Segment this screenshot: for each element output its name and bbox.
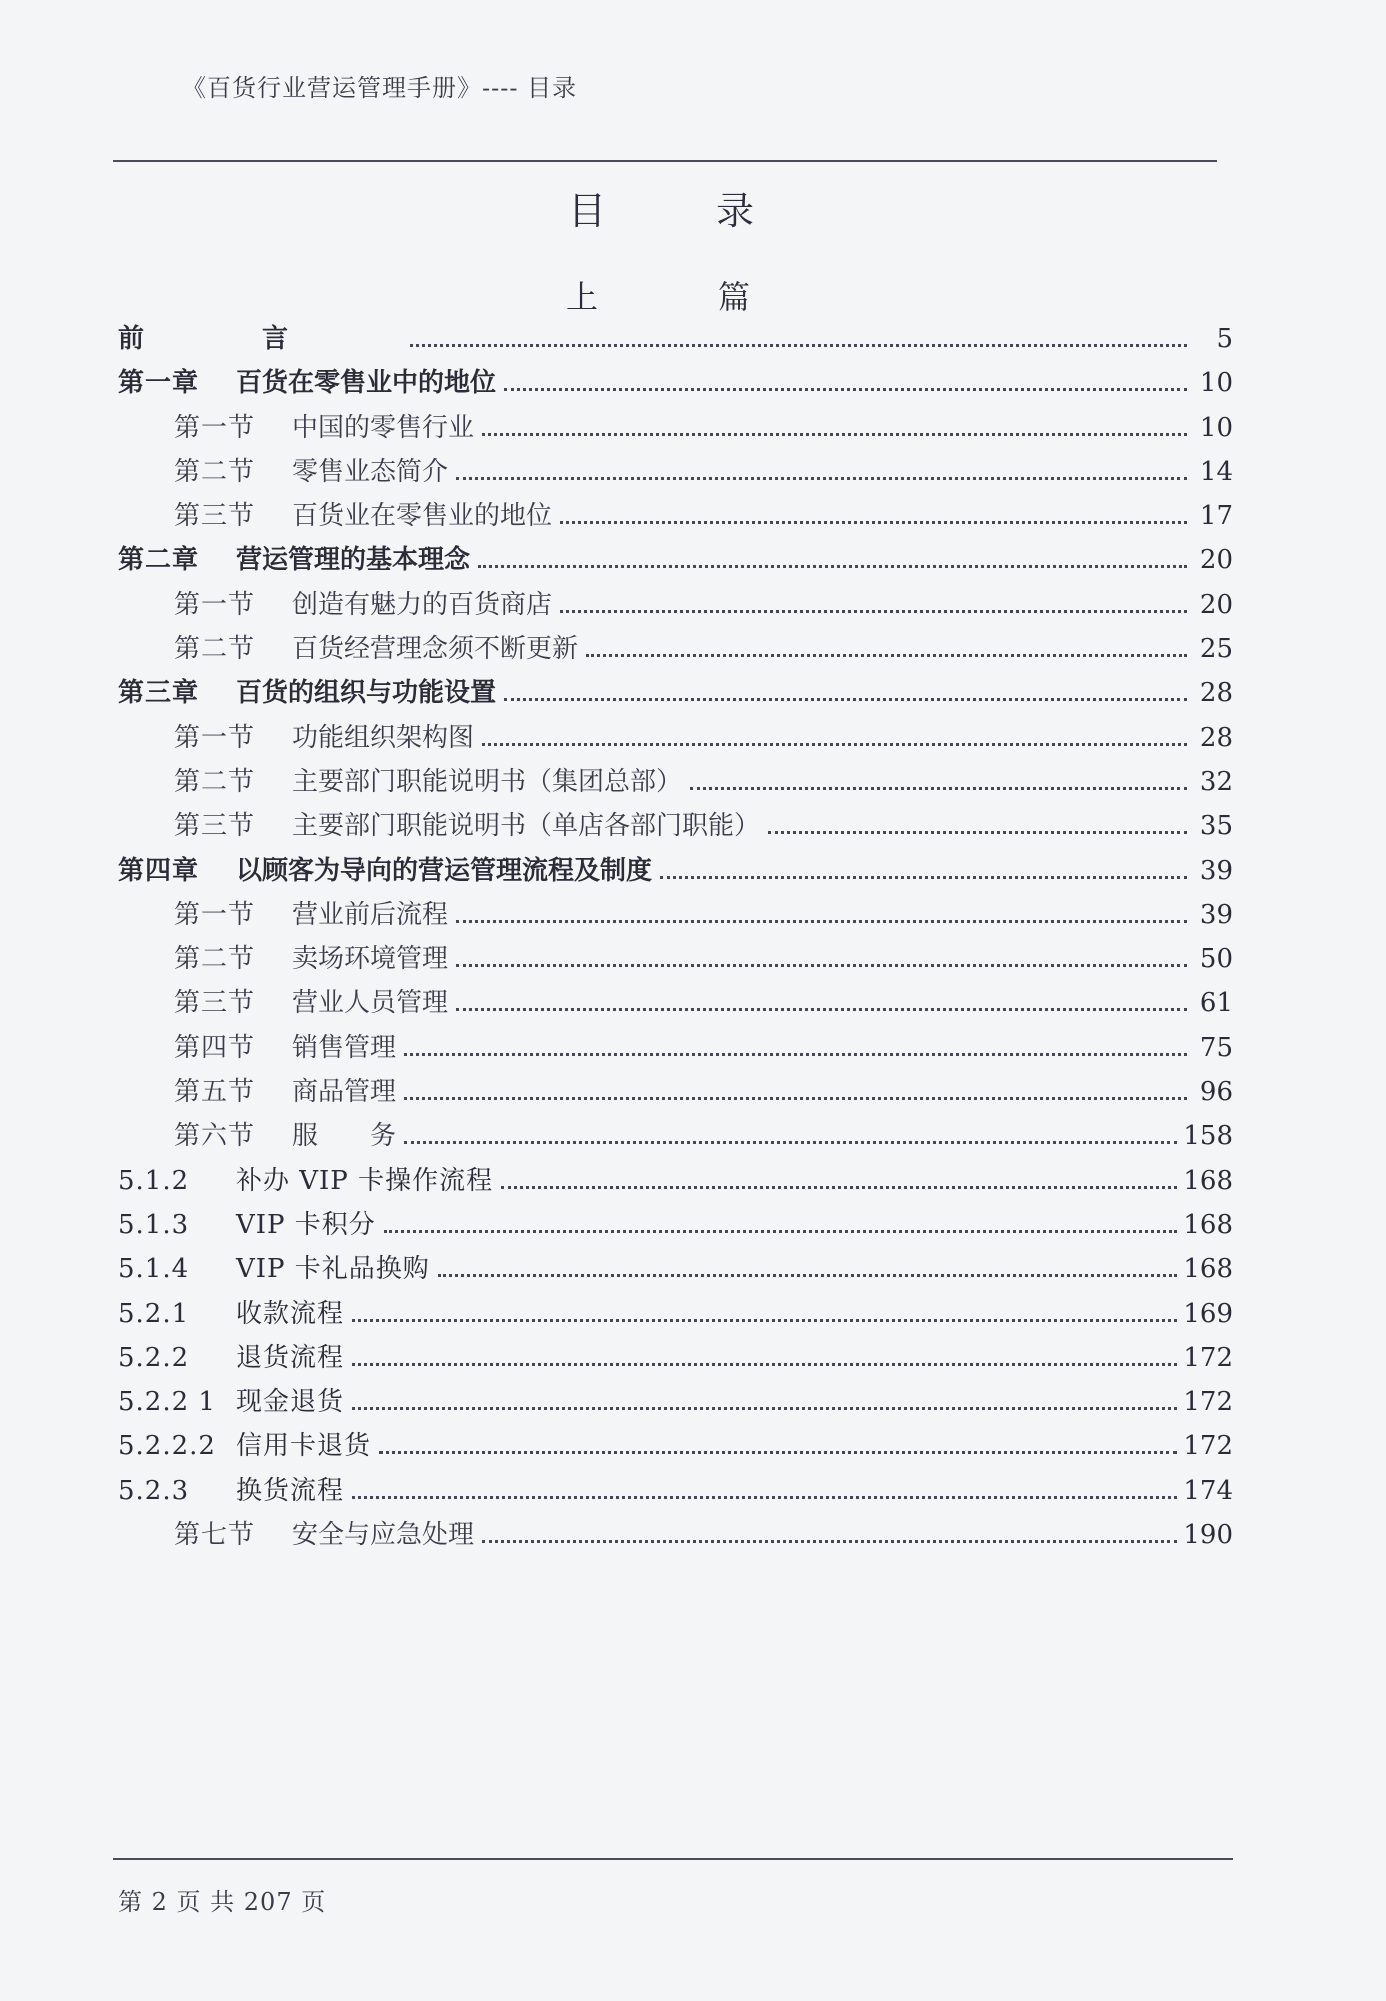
dot-leader [660,876,1187,879]
toc-entry-page: 20 [1199,589,1233,620]
toc-entry-number: 第二节 [174,944,256,975]
toc-entry-number: 第二节 [174,766,256,797]
toc-entry-page: 168 [1183,1254,1233,1285]
toc-entry-page: 39 [1199,899,1233,930]
toc-entry-subsection[interactable] [118,1160,1233,1204]
toc-entry-label: 百货的组织与功能设置 [236,678,497,709]
toc-entry-label: 以顾客为导向的营运管理流程及制度 [236,855,653,886]
toc-entry-label: 创造有魅力的百货商店 [292,589,553,620]
toc-entry-number: 5.2.2.2 [118,1431,216,1462]
toc-entry-label: 营运管理的基本理念 [236,545,471,576]
toc-entry-page: 17 [1199,501,1233,532]
toc-entry-page: 50 [1199,944,1233,975]
toc-entry-section[interactable] [118,451,1233,495]
toc-entry-label: VIP 卡礼品换购 [236,1254,430,1285]
toc-entry-page: 28 [1199,678,1233,709]
toc-entry-subsection[interactable] [118,1293,1233,1337]
toc-entry-subsection[interactable] [118,1248,1233,1292]
toc-entry-section[interactable] [118,982,1233,1026]
dot-leader [586,654,1187,657]
toc-entry-preface[interactable] [118,318,1233,362]
toc-entry-page: 25 [1199,634,1233,665]
toc-entry-page: 96 [1199,1077,1233,1108]
toc-entry-section[interactable] [118,1027,1233,1071]
dot-leader [768,831,1187,834]
dot-leader [352,1363,1177,1366]
toc-entry-number: 5.1.3 [118,1209,190,1240]
toc-entry-page: 5 [1216,324,1233,354]
toc-entry-page: 20 [1199,545,1233,576]
toc-entry-number: 前言 [118,324,407,354]
dot-leader [482,433,1187,436]
toc-entry-number: 第二节 [174,456,256,487]
toc-entry-number: 第一节 [174,722,256,753]
dot-leader [482,1540,1177,1543]
toc-entry-label: 百货业在零售业的地位 [292,501,553,532]
toc-entry-number: 第二节 [174,634,256,665]
dot-leader [410,344,1187,347]
toc-entry-subsection[interactable] [118,1337,1233,1381]
dot-leader [560,521,1187,524]
toc-entry-page: 190 [1183,1520,1233,1551]
section-title: 上篇 [566,278,871,316]
toc-entry-section[interactable] [118,1115,1233,1159]
toc-entry-label: 收款流程 [236,1298,345,1329]
dot-leader [504,698,1187,701]
toc-entry-subsection[interactable] [118,1204,1233,1248]
toc-entry-page: 169 [1183,1298,1233,1329]
toc-entry-section[interactable] [118,628,1233,672]
dot-leader [352,1407,1177,1410]
toc-entry-page: 168 [1183,1165,1233,1196]
toc-entry-label: 百货经营理念须不断更新 [292,634,579,665]
toc-entry-page: 14 [1199,456,1233,487]
toc-entry-chapter[interactable] [118,672,1233,716]
toc-list [118,318,1233,1558]
toc-entry-section[interactable] [118,894,1233,938]
toc-entry-label: 退货流程 [236,1342,345,1373]
toc-entry-number: 5.2.1 [118,1298,190,1329]
toc-entry-number: 第一节 [174,589,256,620]
toc-entry-label: 服 务 [292,1121,397,1152]
toc-entry-number: 5.1.4 [118,1254,190,1285]
toc-entry-section[interactable] [118,407,1233,451]
toc-entry-number: 第一节 [174,412,256,443]
toc-entry-section[interactable] [118,938,1233,982]
dot-leader [482,743,1187,746]
toc-entry-section[interactable] [118,495,1233,539]
toc-entry-number: 第二章 [118,545,200,576]
toc-entry-section[interactable] [118,805,1233,849]
toc-entry-page: 174 [1183,1475,1233,1506]
toc-entry-label: 销售管理 [292,1032,397,1063]
toc-entry-label: 安全与应急处理 [292,1520,475,1551]
toc-entry-page: 168 [1183,1209,1233,1240]
dot-leader [404,1141,1177,1144]
toc-entry-label: 营业人员管理 [292,988,449,1019]
toc-entry-page: 35 [1199,811,1233,842]
dot-leader [456,964,1187,967]
toc-entry-number: 5.2.3 [118,1475,190,1506]
dot-leader [504,388,1187,391]
toc-entry-page: 32 [1199,766,1233,797]
dot-leader [384,1230,1178,1233]
toc-entry-number: 第六节 [174,1121,256,1152]
toc-entry-number: 第三节 [174,501,256,532]
toc-entry-page: 172 [1183,1387,1233,1418]
toc-entry-label: 营业前后流程 [292,899,449,930]
toc-entry-number: 第四章 [118,855,200,886]
toc-entry-number: 第七节 [174,1520,256,1551]
toc-entry-label: 功能组织架构图 [292,722,475,753]
toc-entry-number: 第三章 [118,678,200,709]
toc-entry-number: 第五节 [174,1077,256,1108]
toc-entry-section[interactable] [118,717,1233,761]
toc-entry-chapter[interactable] [118,539,1233,583]
toc-entry-label: 主要部门职能说明书（单店各部门职能） [292,811,761,842]
dot-leader [438,1274,1178,1277]
toc-entry-page: 158 [1183,1121,1233,1152]
toc-entry-label: 卖场环境管理 [292,944,449,975]
dot-leader [478,565,1187,568]
toc-entry-label: 换货流程 [236,1475,345,1506]
dot-leader [352,1319,1177,1322]
toc-entry-section[interactable] [118,584,1233,628]
toc-entry-page: 10 [1199,412,1233,443]
toc-entry-number: 5.2.2 [118,1342,190,1373]
toc-entry-page: 172 [1183,1342,1233,1373]
toc-entry-label: VIP 卡积分 [236,1209,376,1240]
dot-leader [690,787,1187,790]
dot-leader [456,1008,1187,1011]
toc-entry-subsection[interactable] [118,1470,1233,1514]
toc-entry-chapter[interactable] [118,362,1233,406]
toc-entry-section[interactable] [118,761,1233,805]
toc-title: 目录 [568,189,865,233]
dot-leader [379,1451,1177,1454]
toc-entry-page: 172 [1183,1431,1233,1462]
toc-entry-chapter[interactable] [118,850,1233,894]
dot-leader [501,1186,1177,1189]
toc-entry-section[interactable] [118,1071,1233,1115]
dot-leader [456,477,1187,480]
toc-entry-number: 第四节 [174,1032,256,1063]
toc-entry-number: 第一节 [174,899,256,930]
dot-leader [456,920,1187,923]
toc-entry-label: 补办 VIP 卡操作流程 [236,1165,494,1196]
footer-rule [113,1858,1233,1860]
dot-leader [404,1097,1187,1100]
toc-entry-label: 中国的零售行业 [292,412,475,443]
header-rule [113,160,1217,162]
toc-entry-page: 10 [1199,368,1233,399]
toc-entry-section[interactable] [118,1514,1233,1558]
toc-entry-page: 28 [1199,722,1233,753]
dot-leader [352,1496,1177,1499]
toc-entry-number: 第三节 [174,988,256,1019]
toc-entry-page: 61 [1199,988,1233,1019]
toc-entry-number: 第三节 [174,811,256,842]
toc-entry-label: 零售业态简介 [292,456,449,487]
toc-entry-label: 百货在零售业中的地位 [236,368,497,399]
toc-entry-page: 75 [1199,1032,1233,1063]
running-header: 《百货行业营运管理手册》---- 目录 [182,74,578,102]
toc-entry-number: 第一章 [118,368,200,399]
toc-entry-label: 信用卡退货 [236,1431,372,1462]
toc-entry-label: 主要部门职能说明书（集团总部） [292,766,683,797]
toc-entry-label: 现金退货 [236,1387,345,1418]
dot-leader [560,610,1187,613]
toc-entry-number: 5.1.2 [118,1165,190,1196]
toc-entry-subsection[interactable] [118,1425,1233,1469]
toc-entry-page: 39 [1199,855,1233,886]
dot-leader [404,1053,1187,1056]
toc-entry-subsection[interactable] [118,1381,1233,1425]
page-footer: 第 2 页 共 207 页 [118,1888,327,1916]
toc-entry-label: 商品管理 [292,1077,397,1108]
toc-entry-number: 5.2.2 1 [118,1387,216,1418]
